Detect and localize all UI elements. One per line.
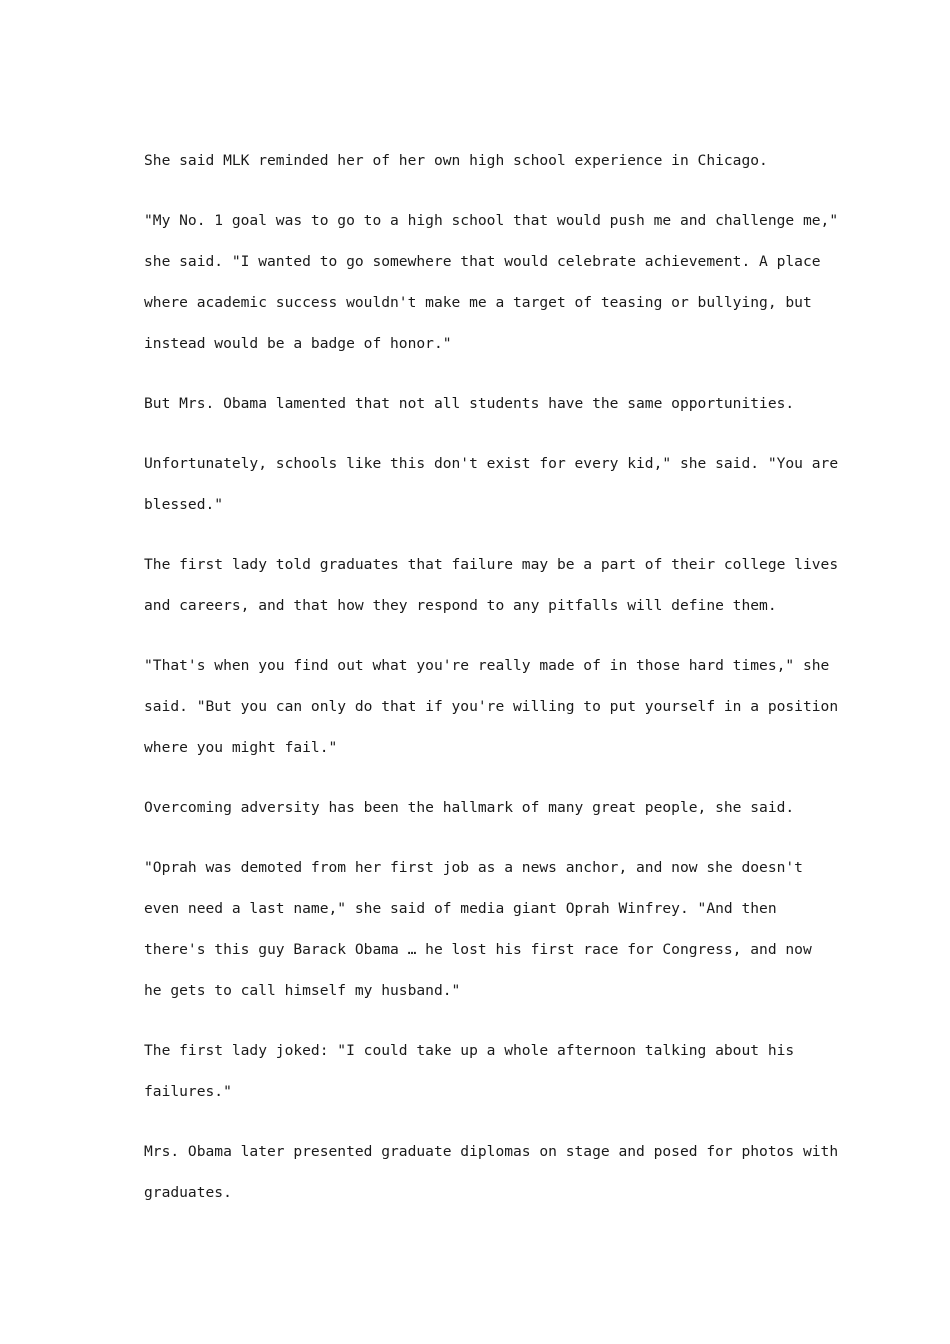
text-line: blessed." [144, 496, 224, 513]
text-line: "That's when you find out what you're really made of in those hard times," she [144, 657, 830, 674]
text-line: said. "But you can only do that if you're willing to put yourself in a position [144, 698, 839, 715]
text-line: even need a last name," she said of media giant Oprah Winfrey. "And then [144, 900, 777, 917]
paragraph [144, 847, 814, 1011]
paragraph [144, 1131, 839, 1213]
text-line: she said. "I wanted to go somewhere that would celebrate achievement. A place [144, 253, 821, 270]
paragraph [144, 443, 839, 525]
text-line: graduates. [144, 1184, 232, 1201]
paragraph [144, 645, 839, 768]
text-line: She said MLK reminded her of her own high school experience in Chicago. [144, 152, 768, 169]
text-line: he gets to call himself my husband." [144, 982, 461, 999]
text-line: Unfortunately, schools like this don't exist for every kid," she said. "You are [144, 455, 839, 472]
text-line: there's this guy Barack Obama … he lost his first race for Congress, and now [144, 941, 812, 958]
text-line: "Oprah was demoted from her first job as a news anchor, and now she doesn't [144, 859, 803, 876]
paragraph [144, 383, 814, 424]
paragraph [144, 140, 814, 181]
text-line: But Mrs. Obama lamented that not all students have the same opportunities. [144, 395, 795, 412]
text-line: where you might fail." [144, 739, 338, 756]
paragraph [144, 1030, 814, 1112]
text-line: Overcoming adversity has been the hallmark of many great people, she said. [144, 799, 795, 816]
text-line: failures." [144, 1083, 232, 1100]
text-line: Mrs. Obama later presented graduate diplomas on stage and posed for photos with [144, 1143, 839, 1160]
text-line: "My No. 1 goal was to go to a high school that would push me and challenge me," [144, 212, 839, 229]
text-line: The first lady told graduates that failure may be a part of their college lives [144, 556, 839, 573]
text-line: where academic success wouldn't make me a target of teasing or bullying, but [144, 294, 812, 311]
article-body [144, 140, 839, 1232]
text-line: instead would be a badge of honor." [144, 335, 452, 352]
text-line: The first lady joked: "I could take up a whole afternoon talking about his [144, 1042, 795, 1059]
paragraph [144, 200, 839, 364]
paragraph [144, 544, 839, 626]
paragraph [144, 787, 814, 828]
text-line: and careers, and that how they respond to any pitfalls will define them. [144, 597, 777, 614]
